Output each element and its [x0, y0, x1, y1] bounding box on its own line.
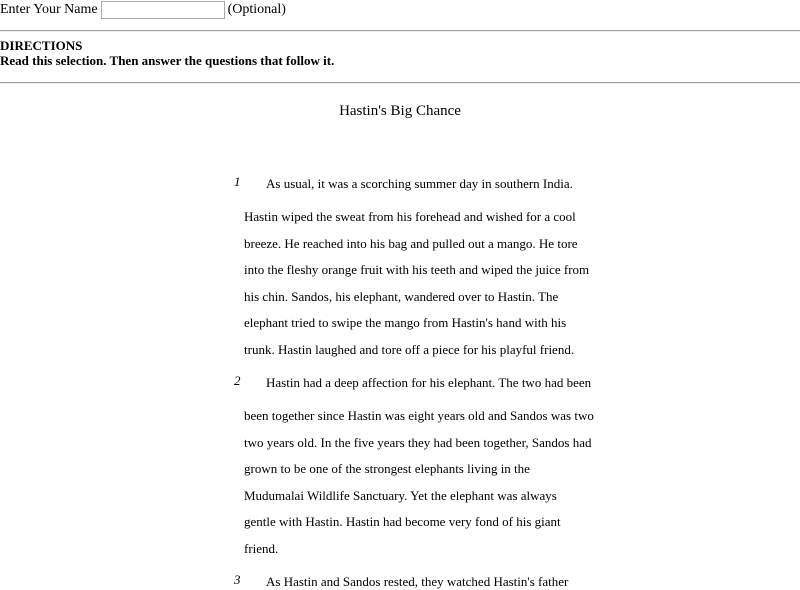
paragraph-line: Hastin wiped the sweat from his forehead and wished for a cool: [244, 209, 576, 224]
paragraph-line: breeze. He reached into his bag and pulled out a mango. He tore: [244, 236, 578, 251]
paragraph-line: two years old. In the five years they had been together, Sandos had: [244, 435, 592, 450]
paragraph-line: Mudumalai Wildlife Sanctuary. Yet the elephant was always: [244, 488, 557, 503]
paragraph-line: Hastin had a deep affection for his elephant. The two had been: [266, 375, 592, 390]
paragraph-line: been together since Hastin was eight years old and Sandos was two: [244, 408, 594, 423]
paragraph-number: 1: [234, 174, 241, 189]
paragraph-line: elephant tried to swipe the mango from Hastin's hand with his: [244, 315, 567, 330]
passage-title: Hastin's Big Chance: [339, 103, 461, 119]
paragraph-line: his chin. Sandos, his elephant, wandered over to Hastin. The: [244, 289, 559, 304]
directions-text: Read this selection. Then answer the questions that follow it.: [0, 53, 335, 68]
directions-block: [0, 38, 334, 68]
paragraph-number: 3: [234, 572, 241, 587]
divider-bottom: [0, 82, 800, 84]
name-label: Enter Your Name: [0, 2, 98, 17]
name-input[interactable]: [101, 1, 225, 19]
paragraph-line: friend.: [244, 541, 279, 556]
paragraph-line: trunk. Hastin laughed and tore off a piece for his playful friend.: [244, 342, 575, 357]
paragraph-line: gentle with Hastin. Hastin had become very fond of his giant: [244, 514, 561, 529]
optional-hint: (Optional): [227, 2, 286, 17]
paragraph-line: grown to be one of the strongest elephants living in the: [244, 461, 530, 476]
paragraph-line: As Hastin and Sandos rested, they watched Hastin's father: [266, 574, 569, 589]
directions-heading: DIRECTIONS: [0, 38, 83, 53]
name-entry-row: [0, 0, 286, 20]
divider-top: [0, 30, 800, 32]
paragraph-line: As usual, it was a scorching summer day in southern India.: [266, 176, 573, 191]
paragraph-line: into the fleshy orange fruit with his teeth and wiped the juice from: [244, 262, 590, 277]
paragraph-number: 2: [234, 373, 241, 388]
